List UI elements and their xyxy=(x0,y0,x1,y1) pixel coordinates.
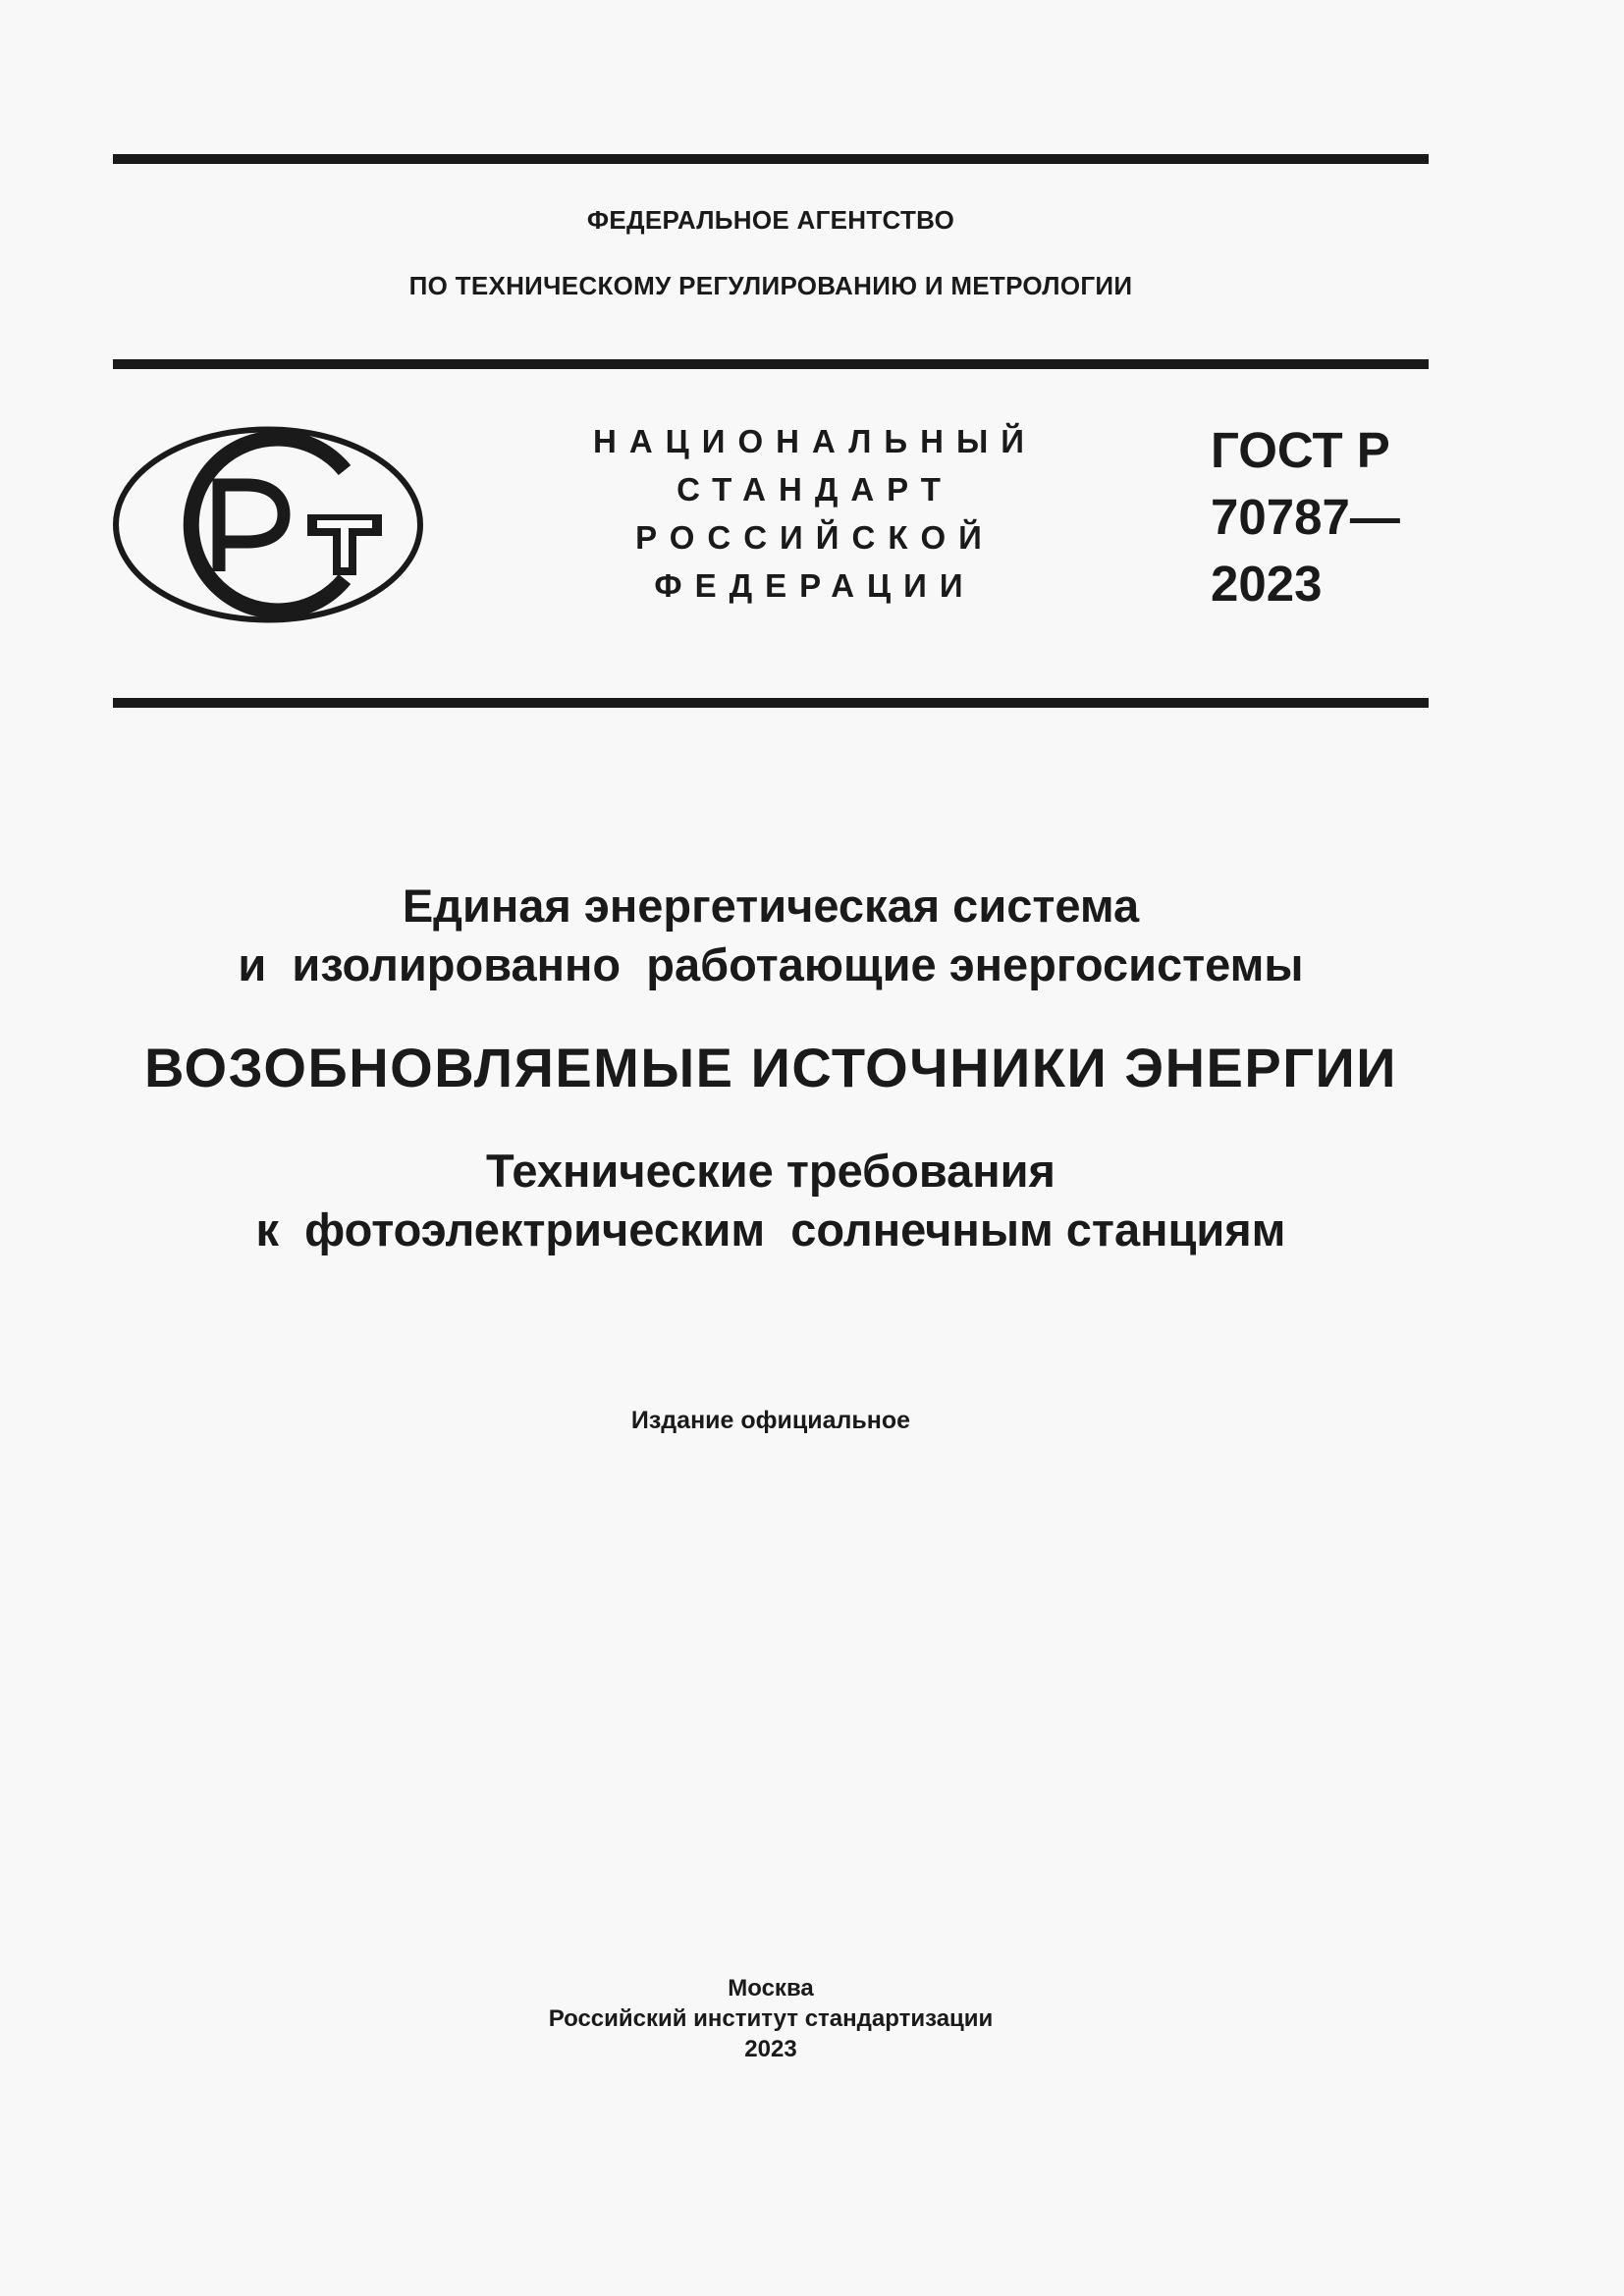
imprint-city: Москва xyxy=(728,1975,814,2002)
designation-line3: 2023 xyxy=(1211,556,1323,612)
edition-label: Издание официальное xyxy=(630,1407,911,1434)
imprint-publisher: Российский институт стандартизации xyxy=(548,2005,994,2032)
subject-title xyxy=(0,877,1542,994)
requirements-title-line2: к фотоэлектрическим солнечным станциям xyxy=(255,1203,1286,1255)
designation-line1: ГОСТ Р xyxy=(1211,422,1390,478)
national-standard-line3: РОССИЙСКОЙ xyxy=(635,519,995,556)
header-rule xyxy=(113,359,1429,369)
requirements-title xyxy=(0,1142,1542,1259)
subject-title-line1: Единая энергетическая система xyxy=(402,880,1140,932)
national-standard-line1: НАЦИОНАЛЬНЫЙ xyxy=(593,423,1037,459)
imprint-year: 2023 xyxy=(744,2036,797,2062)
standard-designation xyxy=(1211,417,1400,617)
requirements-title-line1: Технические требования xyxy=(486,1145,1056,1197)
agency-name-line2: ПО ТЕХНИЧЕСКОМУ РЕГУЛИРОВАНИЮ И МЕТРОЛОГИИ xyxy=(408,271,1133,300)
subject-title-line2: и изолированно работающие энергосистемы xyxy=(238,938,1304,990)
main-title xyxy=(0,1035,1542,1101)
agency-name-line1: ФЕДЕРАЛЬНОЕ АГЕНТСТВО xyxy=(586,205,955,235)
national-standard-line2: СТАНДАРТ xyxy=(677,471,953,507)
designation-rule xyxy=(113,698,1429,708)
main-title-text: ВОЗОБНОВЛЯЕМЫЕ ИСТОЧНИКИ ЭНЕРГИИ xyxy=(143,1037,1397,1098)
top-rule xyxy=(113,154,1429,164)
imprint xyxy=(0,1973,1542,2064)
designation-line2: 70787— xyxy=(1211,489,1400,545)
rst-certification-mark-icon xyxy=(111,424,425,625)
national-standard-label xyxy=(569,417,1060,610)
national-standard-line4: ФЕДЕРАЦИИ xyxy=(654,567,976,604)
